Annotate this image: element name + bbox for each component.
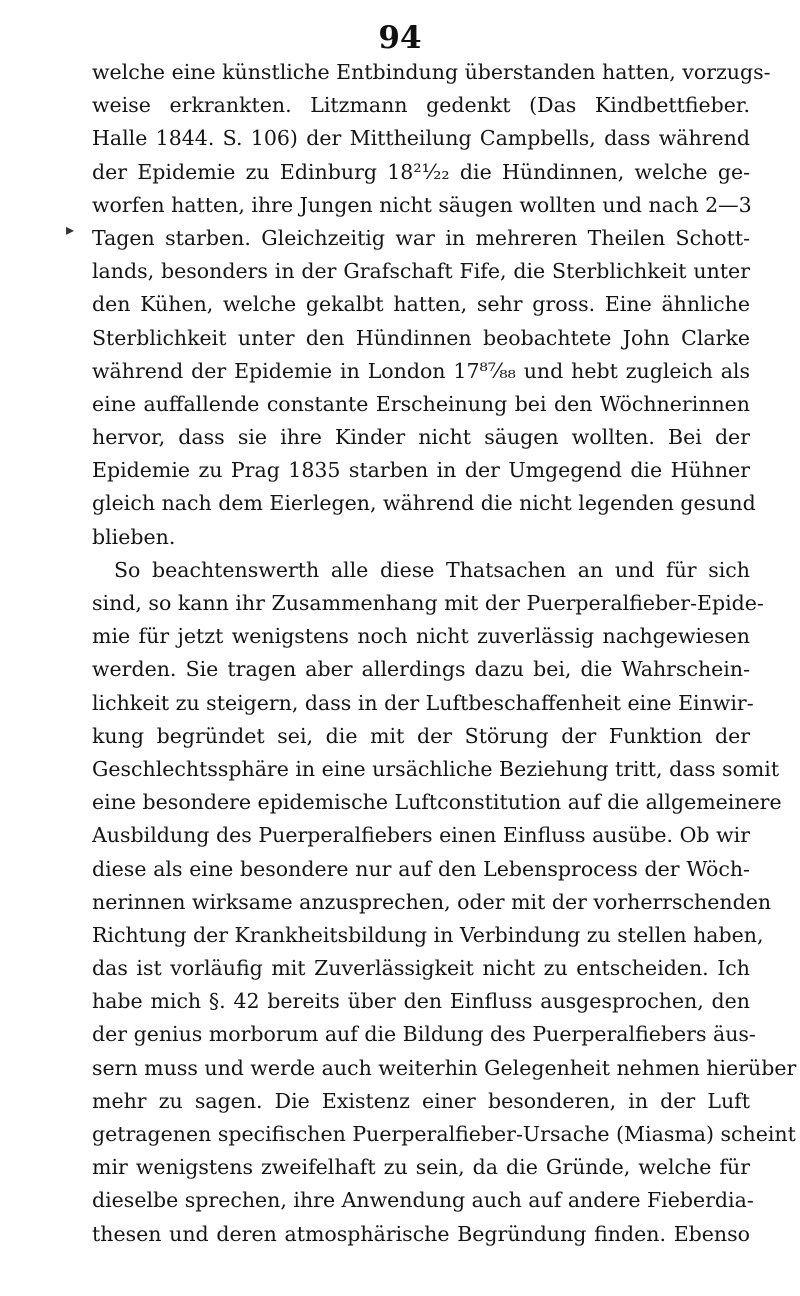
text-line: Sterblichkeit unter den Hündinnen beobachtete John Clarke bbox=[92, 325, 750, 350]
text-line: dieselbe sprechen, ihre Anwendung auch auf andere Fieberdia- bbox=[92, 1188, 754, 1213]
margin-mark: ▸ bbox=[66, 220, 75, 239]
text-line: Geschlechtssphäre in eine ursächliche Beziehung tritt, dass somit bbox=[92, 756, 780, 781]
text-line: Tagen starben. Gleichzeitig war in mehreren Theilen Schott- bbox=[92, 225, 750, 250]
text-line: sind, so kann ihr Zusammenhang mit der Puerperalfieber-Epide- bbox=[92, 591, 764, 615]
text-line: Ausbildung des Puerperalfiebers einen Einfluss ausübe. Ob wir bbox=[92, 823, 750, 848]
text-line: Halle 1844. S. 106) der Mittheilung Campbells, dass während bbox=[92, 126, 750, 151]
text-line: hervor, dass sie ihre Kinder nicht säugen wollten. Bei der bbox=[92, 425, 750, 450]
page-number: 94 bbox=[378, 20, 422, 56]
text-line: So beachtenswerth alle diese Thatsachen an und für sich bbox=[114, 557, 750, 582]
text-line: der genius morborum auf die Bildung des Puerperalfiebers äus- bbox=[92, 1022, 756, 1047]
text-line: werden. Sie tragen aber allerdings dazu bei, die Wahrschein- bbox=[92, 657, 750, 682]
text-line: diese als eine besondere nur auf den Lebensprocess der Wöch- bbox=[92, 856, 750, 881]
text-line: habe mich §. 42 bereits über den Einfluss ausgesprochen, den bbox=[92, 989, 750, 1014]
text-line: lands, besonders in der Grafschaft Fife, die Sterblichkeit unter bbox=[92, 259, 750, 284]
text-line: getragenen specifischen Puerperalfieber-Ursache (Miasma) scheint bbox=[92, 1122, 796, 1146]
text-line: während der Epidemie in London 17⁸⁷⁄₈₈ und hebt zugleich als bbox=[92, 358, 750, 383]
text-line: Richtung der Krankheitsbildung in Verbindung zu stellen haben, bbox=[92, 922, 764, 947]
text-line: worfen hatten, ihre Jungen nicht säugen wollten und nach 2—3 bbox=[92, 192, 752, 217]
text-line: thesen und deren atmosphärische Begründung finden. Ebenso bbox=[92, 1221, 750, 1246]
text-line: Epidemie zu Prag 1835 starben in der Umgegend die Hühner bbox=[92, 458, 750, 483]
text-line: weise erkrankten. Litzmann gedenkt (Das Kindbettfieber. bbox=[92, 93, 750, 118]
text-line: gleich nach dem Eierlegen, während die nicht legenden gesund bbox=[92, 491, 756, 516]
text-line: den Kühen, welche gekalbt hatten, sehr gross. Eine ähnliche bbox=[92, 292, 750, 317]
body-text bbox=[92, 56, 797, 1251]
text-line: das ist vorläufig mit Zuverlässigkeit nicht zu entscheiden. Ich bbox=[92, 956, 750, 981]
text-line: lichkeit zu steigern, dass in der Luftbeschaffenheit eine Einwir- bbox=[92, 690, 754, 715]
text-line: eine auffallende constante Erscheinung bei den Wöchnerinnen bbox=[92, 391, 750, 416]
text-line: mir wenigstens zweifelhaft zu sein, da die Gründe, welche für bbox=[92, 1155, 750, 1180]
text-line: kung begründet sei, die mit der Störung der Funktion der bbox=[92, 723, 750, 748]
text-line: blieben. bbox=[92, 524, 176, 549]
text-line: welche eine künstliche Entbindung überstanden hatten, vorzugs- bbox=[92, 60, 771, 84]
text-line: nerinnen wirksame anzusprechen, oder mit der vorherrschenden bbox=[92, 889, 772, 914]
text-line: der Epidemie zu Edinburg 18²¹⁄₂₂ die Hündinnen, welche ge- bbox=[92, 159, 750, 184]
text-line: eine besondere epidemische Luftconstitution auf die allgemeinere bbox=[92, 790, 782, 815]
text-line: mie für jetzt wenigstens noch nicht zuverlässig nachgewiesen bbox=[92, 624, 750, 649]
text-line: mehr zu sagen. Die Existenz einer besonderen, in der Luft bbox=[92, 1088, 750, 1113]
text-line: sern muss und werde auch weiterhin Gelegenheit nehmen hierüber bbox=[92, 1055, 797, 1080]
